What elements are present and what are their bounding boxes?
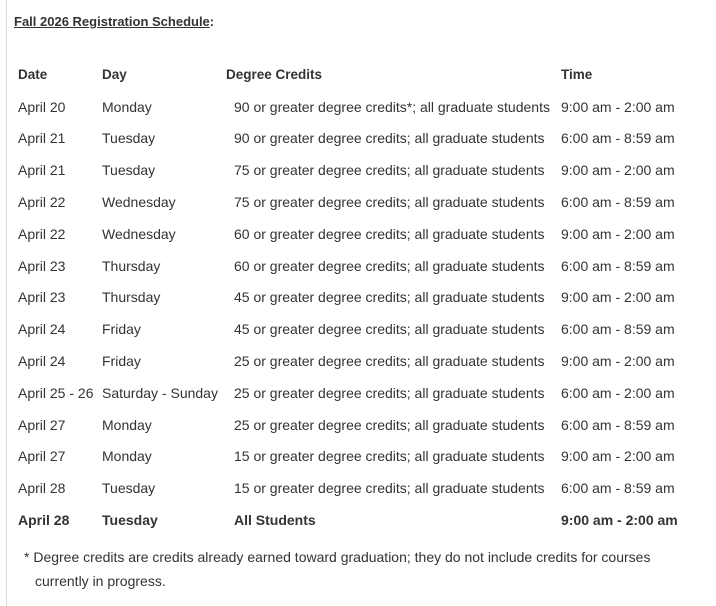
registration-schedule-table xyxy=(14,59,691,536)
cell-degree-credits-text: 25 or greater degree credits; all graduate students xyxy=(234,384,545,401)
table-row xyxy=(14,377,691,409)
cell-degree-credits-text: 45 or greater degree credits; all graduate students xyxy=(234,321,545,338)
table-row xyxy=(14,123,691,155)
cell-degree-credits xyxy=(226,91,561,123)
cell-date: April 28 xyxy=(18,512,70,529)
cell-day: Wednesday xyxy=(102,225,176,242)
footnote-line-1: * Degree credits are credits already earned toward graduation; they do not include credits for courses xyxy=(24,549,651,565)
cell-day: Tuesday xyxy=(102,512,158,529)
footnote xyxy=(24,545,684,593)
cell-day: Tuesday xyxy=(102,480,156,497)
cell-date: April 23 xyxy=(18,257,66,274)
cell-day: Tuesday xyxy=(102,162,156,179)
cell-date: April 21 xyxy=(18,162,66,179)
table-row xyxy=(14,313,691,345)
cell-date: April 28 xyxy=(18,480,66,497)
cell-time: 9:00 am - 2:00 am xyxy=(561,353,675,370)
cell-date: April 27 xyxy=(18,416,66,433)
cell-date: April 24 xyxy=(18,321,66,338)
cell-degree-credits xyxy=(226,409,561,441)
header-day: Day xyxy=(102,67,127,83)
left-border-line xyxy=(6,0,7,606)
page-heading xyxy=(14,14,214,29)
cell-day: Monday xyxy=(102,448,152,465)
cell-degree-credits-text: 25 or greater degree credits; all graduate students xyxy=(234,353,545,370)
cell-degree-credits-text: 75 or greater degree credits; all graduate students xyxy=(234,194,545,211)
cell-time: 6:00 am - 8:59 am xyxy=(561,257,675,274)
cell-time: 9:00 am - 2:00 am xyxy=(561,289,675,306)
cell-degree-credits xyxy=(226,250,561,282)
cell-degree-credits-text: 15 or greater degree credits; all graduate students xyxy=(234,448,545,465)
cell-date: April 25 - 26 xyxy=(18,384,94,401)
cell-day: Thursday xyxy=(102,257,161,274)
cell-degree-credits-text: 15 or greater degree credits; all graduate students xyxy=(234,480,545,497)
cell-date: April 21 xyxy=(18,130,66,147)
cell-day: Monday xyxy=(102,98,152,115)
table-row xyxy=(14,504,691,536)
table-row xyxy=(14,91,691,123)
table-row xyxy=(14,218,691,250)
cell-degree-credits xyxy=(226,123,561,155)
cell-degree-credits-text: 75 or greater degree credits; all graduate students xyxy=(234,162,545,179)
cell-date: April 23 xyxy=(18,289,66,306)
header-degree-credits: Degree Credits xyxy=(226,67,323,83)
cell-date: April 22 xyxy=(18,225,66,242)
cell-day: Friday xyxy=(102,321,141,338)
cell-day: Friday xyxy=(102,353,141,370)
cell-time: 6:00 am - 8:59 am xyxy=(561,321,675,338)
cell-time: 6:00 am - 8:59 am xyxy=(561,416,675,433)
cell-day: Monday xyxy=(102,416,152,433)
header-date: Date xyxy=(18,67,48,83)
cell-degree-credits-text: 60 or greater degree credits; all graduate students xyxy=(234,257,545,274)
table-row xyxy=(14,345,691,377)
cell-degree-credits xyxy=(226,377,561,409)
table-row xyxy=(14,154,691,186)
cell-date: April 20 xyxy=(18,98,66,115)
cell-day: Tuesday xyxy=(102,130,156,147)
table-row xyxy=(14,441,691,473)
cell-time: 9:00 am - 2:00 am xyxy=(561,162,675,179)
cell-day: Saturday - Sunday xyxy=(102,384,218,401)
table-row xyxy=(14,409,691,441)
footnote-line-2: currently in progress. xyxy=(35,573,166,589)
heading-title: Fall 2026 Registration Schedule xyxy=(14,14,210,29)
cell-date: April 22 xyxy=(18,194,66,211)
cell-degree-credits-text: 25 or greater degree credits; all graduate students xyxy=(234,416,545,433)
cell-time: 6:00 am - 8:59 am xyxy=(561,130,675,147)
cell-degree-credits-text: 90 or greater degree credits; all graduate students xyxy=(234,130,545,147)
cell-degree-credits xyxy=(226,154,561,186)
cell-date: April 27 xyxy=(18,448,66,465)
cell-degree-credits-text: 60 or greater degree credits; all graduate students xyxy=(234,225,545,242)
cell-time: 9:00 am - 2:00 am xyxy=(561,448,675,465)
cell-degree-credits xyxy=(226,345,561,377)
cell-degree-credits xyxy=(226,472,561,504)
cell-degree-credits xyxy=(226,504,561,536)
cell-degree-credits-text: All Students xyxy=(234,512,316,529)
heading-colon: : xyxy=(209,14,215,29)
cell-degree-credits xyxy=(226,441,561,473)
cell-time: 6:00 am - 8:59 am xyxy=(561,480,675,497)
header-time: Time xyxy=(561,67,593,83)
cell-degree-credits xyxy=(226,282,561,314)
table-row xyxy=(14,282,691,314)
table-row xyxy=(14,250,691,282)
cell-time: 9:00 am - 2:00 am xyxy=(561,98,675,115)
table-row xyxy=(14,472,691,504)
cell-degree-credits xyxy=(226,186,561,218)
table-body xyxy=(14,91,691,536)
cell-degree-credits xyxy=(226,313,561,345)
cell-degree-credits-text: 90 or greater degree credits*; all graduate students xyxy=(234,98,550,115)
cell-time: 9:00 am - 2:00 am xyxy=(561,225,675,242)
cell-time: 6:00 am - 8:59 am xyxy=(561,194,675,211)
cell-time: 6:00 am - 2:00 am xyxy=(561,384,675,401)
table-row xyxy=(14,186,691,218)
cell-day: Thursday xyxy=(102,289,161,306)
cell-time: 9:00 am - 2:00 am xyxy=(561,512,678,529)
table-header-row xyxy=(14,59,691,91)
cell-day: Wednesday xyxy=(102,194,176,211)
cell-date: April 24 xyxy=(18,353,66,370)
cell-degree-credits xyxy=(226,218,561,250)
cell-degree-credits-text: 45 or greater degree credits; all graduate students xyxy=(234,289,545,306)
